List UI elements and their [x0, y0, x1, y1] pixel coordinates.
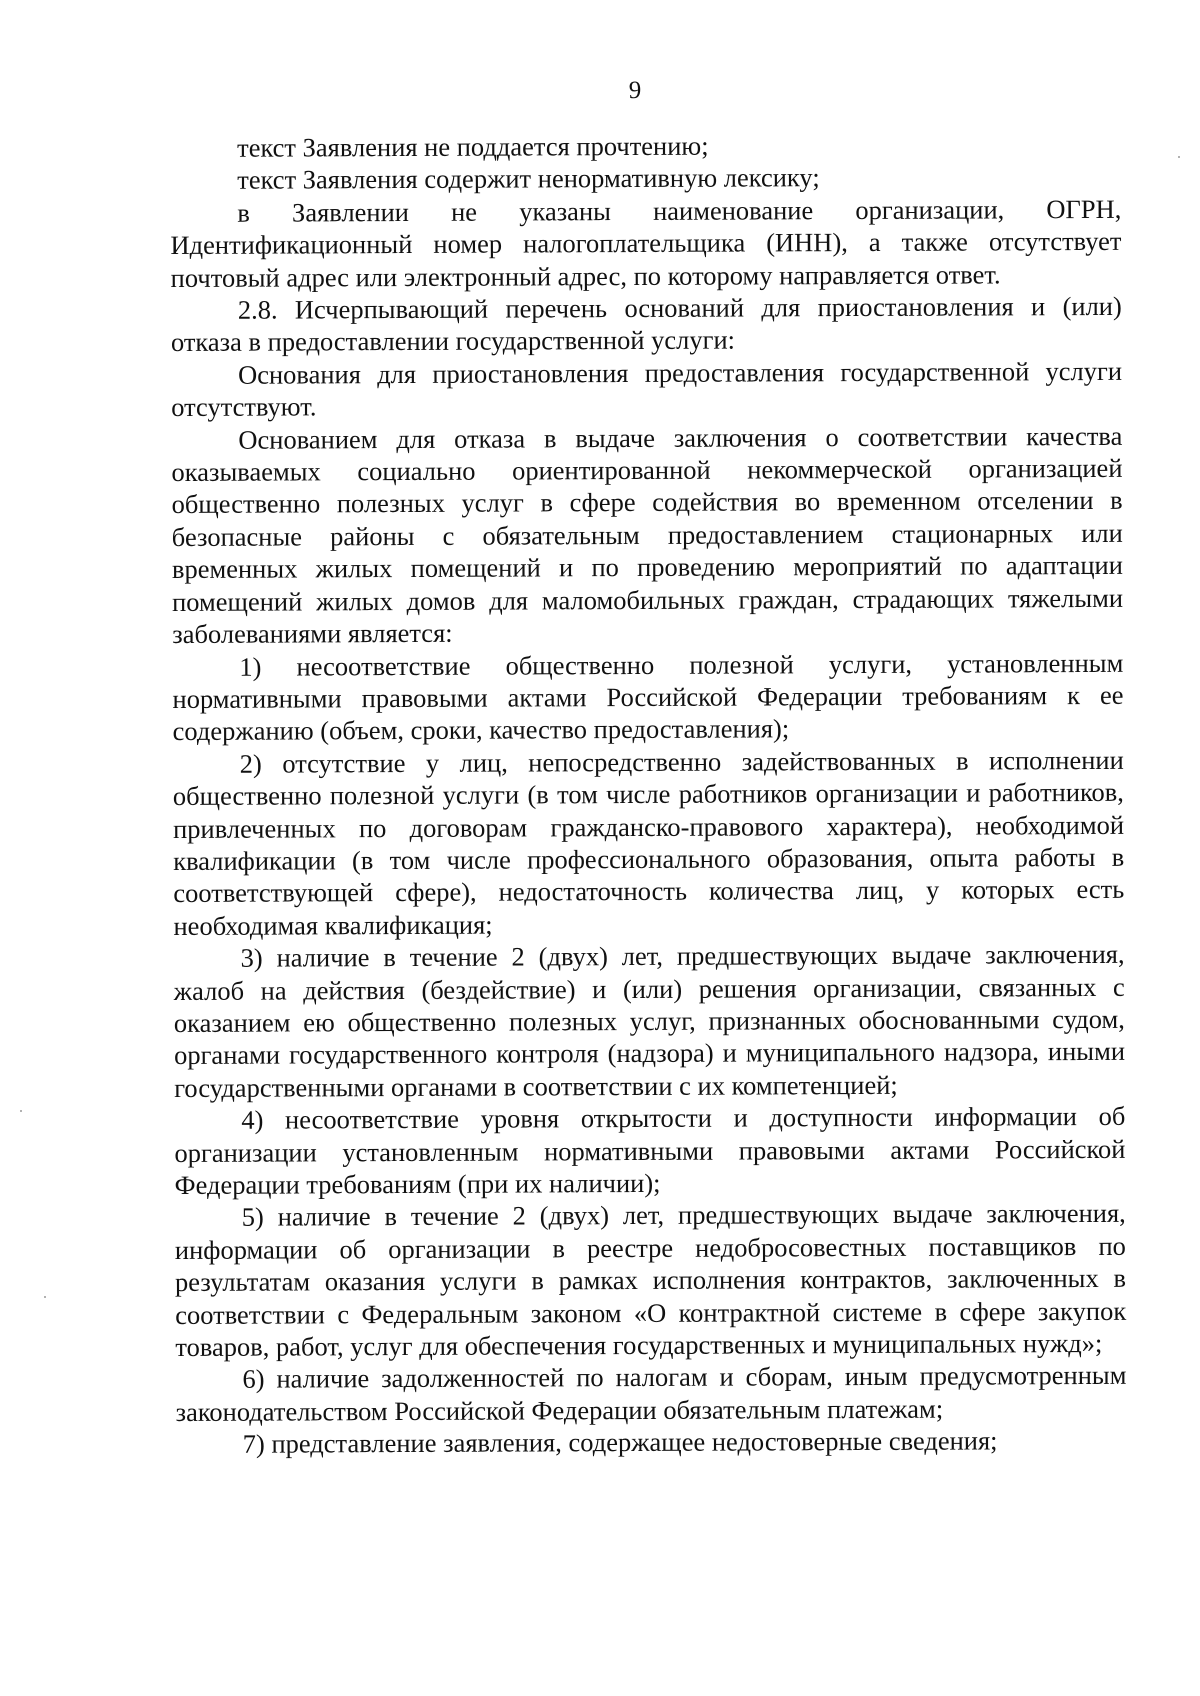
paragraph-refusal-grounds-intro: Основанием для отказа в выдаче заключения о соответствии качества оказываемых социально ориентированной некоммерческой организацией общественно полезных услуг в сфере содействия во временном отселении в безопасные районы с обязательным предоставлением стационарных или временных жилых помещений и по проведению мероприятий по адаптации помещений жилых домов для маломобильных граждан, страдающих тяжелыми заболеваниями является:	[171, 420, 1124, 650]
scan-speck	[44, 1296, 46, 1298]
page-number: 9	[628, 77, 642, 104]
document-body	[170, 128, 1127, 1461]
list-item-4: 4) несоответствие уровня открытости и доступности информации об организации установленным нормативными правовыми актами Российской Федерации требованиям (при их наличии);	[174, 1101, 1126, 1200]
list-item-7: 7) представление заявления, содержащее недостоверные сведения;	[242, 1425, 998, 1459]
paragraph-section-2-8: 2.8. Исчерпывающий перечень оснований для приостановления и (или) отказа в предоставлении государственной услуги:	[170, 290, 1122, 358]
list-item-1: 1) несоответствие общественно полезной услуги, установленным нормативными правовыми актами Российской Федерации требованиям к ее содержанию (объем, сроки, качество предоставления);	[172, 647, 1124, 747]
list-item-5: 5) наличие в течение 2 (двух) лет, предшествующих выдаче заключения, информации об организации в реестре недобросовестных поставщиков по результатам оказания услуги в рамках исполнения контрактов, заключенных в соответствии с Федеральным законом «О контрактной системе в сфере закупок товаров, работ, услуг для обеспечения государственных и муниципальных нужд»;	[174, 1198, 1127, 1363]
list-item-2: 2) отсутствие у лиц, непосредственно задействованных в исполнении общественно полезной услуги (в том числе работников организации и работников, привлеченных по договорам гражданско-правового характера), необходимой квалификации (в том числе профессионального образования, опыта работы в соответствующей сфере), недостаточность количества лиц, у которых есть необходимая квалификация;	[172, 744, 1125, 941]
paragraph-no-suspension-grounds: Основания для приостановления предоставления государственной услуги отсутствуют.	[171, 355, 1123, 423]
scan-speck	[20, 1110, 22, 1112]
scan-speck	[1178, 156, 1180, 158]
list-item-6: 6) наличие задолженностей по налогам и сборам, иным предусмотренным законодательством Российской Федерации обязательным платежам;	[175, 1360, 1127, 1427]
list-item-3: 3) наличие в течение 2 (двух) лет, предшествующих выдаче заключения, жалоб на действия (бездействие) и (или) решения организации, связанных с оказанием ею общественно полезных услуг, признанных обоснованными судом, органами государственного контроля (надзора) и муниципального надзора, иными государственными органами в соответствии с их компетенцией;	[173, 938, 1126, 1103]
paragraph-obscene-language: текст Заявления содержит ненормативную лексику;	[237, 162, 820, 196]
paragraph-not-readable: текст Заявления не поддается прочтению;	[237, 130, 709, 163]
paragraph-missing-details: в Заявлении не указаны наименование организации, ОГРН, Идентификационный номер налогоплательщика (ИНН), а также отсутствует почтовый адрес или электронный адрес, по которому направляется ответ.	[170, 193, 1122, 293]
